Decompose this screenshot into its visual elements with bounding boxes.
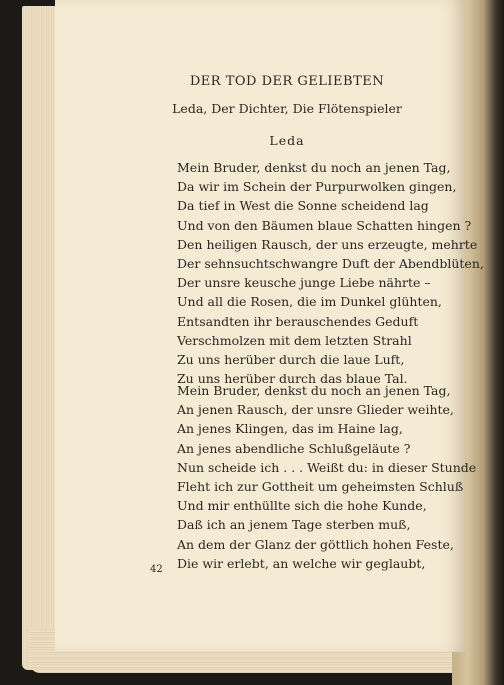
speaker-name: Leda (269, 133, 305, 148)
verse-line: Die wir erlebt, an welche wir geglaubt, (177, 555, 426, 571)
page-number: 42 (150, 564, 163, 575)
poem-characters: Leda, Der Dichter, Die Flötenspieler (172, 101, 402, 116)
poem-title: DER TOD DER GELIEBTEN (189, 74, 385, 89)
verse-line: Und von den Bäumen blaue Schatten hingen ? (177, 217, 472, 233)
stanza-2 (177, 381, 476, 573)
verse-line: Der unsre keusche junge Liebe nährte – (177, 275, 431, 291)
verse-line: Zu uns herüber durch das blaue Tal. (177, 371, 408, 387)
stanza-1 (177, 158, 484, 388)
verse-line: Der sehnsuchtschwangre Duft der Abendblüten, (177, 256, 484, 272)
verse-line: Nun scheide ich . . . Weißt du: in dieser Stunde (177, 459, 477, 475)
verse-line: An jenes abendliche Schlußgeläute ? (177, 440, 411, 456)
verse-line: Verschmolzen mit dem letzten Strahl (177, 332, 412, 348)
verse-line: Daß ich an jenem Tage sterben muß, (177, 517, 411, 533)
verse-line: An jenen Rausch, der unsre Glieder weihte, (177, 402, 454, 418)
verse-line: Fleht ich zur Gottheit um geheimsten Schluß (177, 479, 464, 495)
verse-line: An jenes Klingen, das im Haine lag, (177, 421, 403, 437)
verse-line: Mein Bruder, denkst du noch an jenen Tag, (177, 383, 451, 398)
verse-line: Zu uns herüber durch die laue Luft, (177, 352, 405, 368)
verse-line: Mein Bruder, denkst du noch an jenen Tag, (177, 160, 451, 175)
verse-line: Und all die Rosen, die im Dunkel glühten, (177, 294, 442, 310)
verse-line: Da wir im Schein der Purpurwolken gingen, (177, 179, 457, 195)
verse-line: Da tief in West die Sonne scheidend lag (177, 198, 429, 214)
verse-line: Den heiligen Rausch, der uns erzeugte, mehrte (177, 236, 478, 252)
verse-line: Und mir enthüllte sich die hohe Kunde, (177, 498, 427, 514)
verse-line: Entsandten ihr berauschendes Geduft (177, 313, 419, 329)
verse-line: An dem der Glanz der göttlich hohen Feste, (177, 536, 454, 552)
